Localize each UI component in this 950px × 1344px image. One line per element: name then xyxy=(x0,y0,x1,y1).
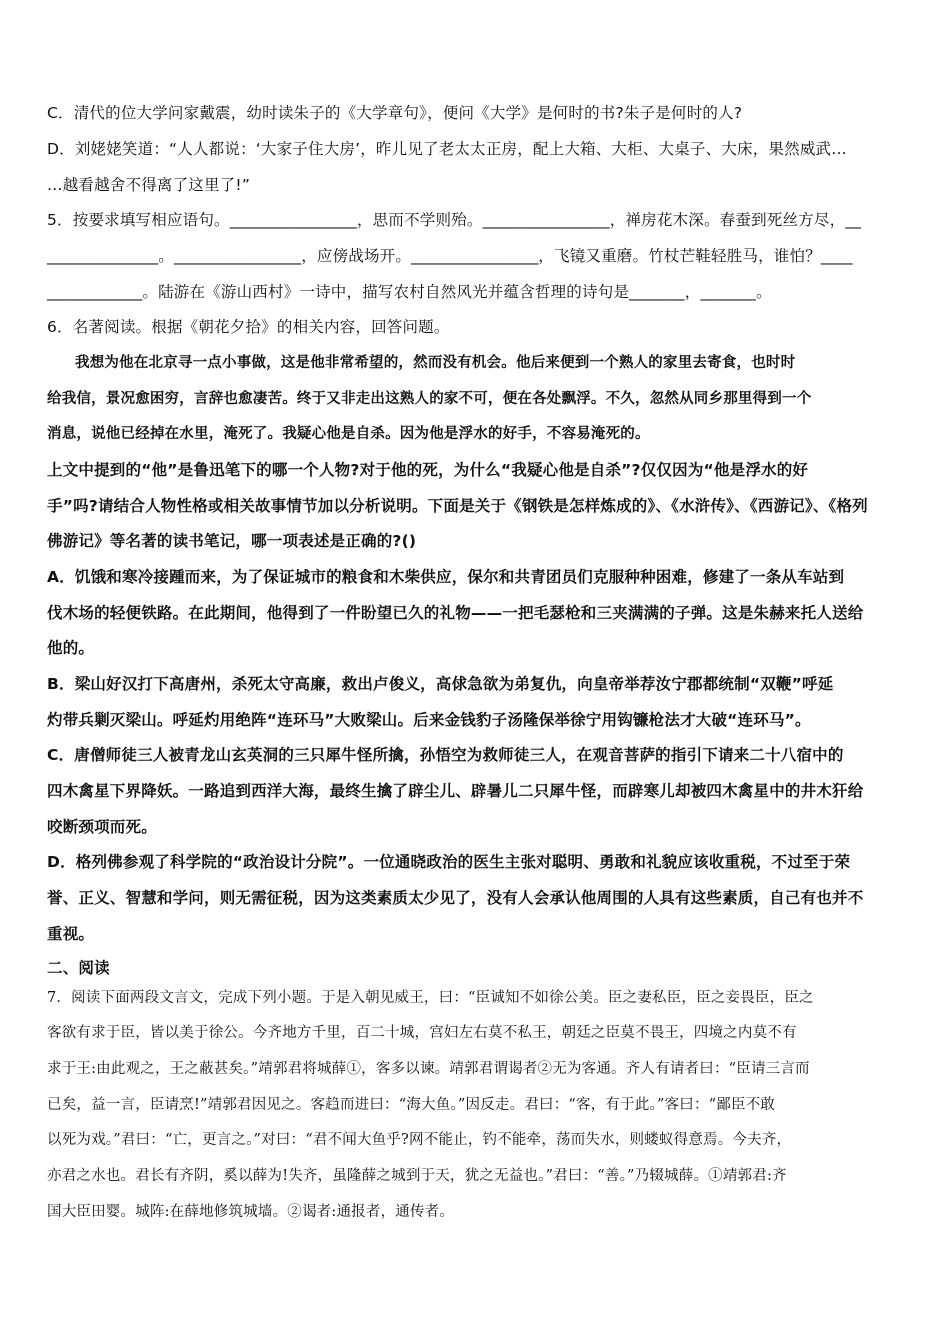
option-d-q6-cont: 誉、正义、智慧和学问，则无需征税，因为这类素质太少见了，没有人会承认他周围的人具有这些素质，自己有也并不 xyxy=(47,889,864,907)
option-b-q6-cont: 灼带兵剿灭梁山。呼延灼用绝阵“连环马”大败梁山。后来金钱豹子汤隆保举徐宁用钩镰枪法才大破“连环马”。 xyxy=(47,711,811,729)
option-b-q6: B．梁山好汉打下高唐州，杀死太守高廉，救出卢俊义，高俅急欲为弟复仇，向皇帝举荐汝宁郡都统制“双鞭”呼延 xyxy=(47,675,834,693)
classical-text-line-6: 亦君之水也。君长有齐阴，奚以薛为!失齐，虽隆薛之城到于天，犹之无益也。”君曰：“善。”乃辍城薛。①靖郭君:齐 xyxy=(47,1168,787,1184)
option-d-q4: D．刘姥姥笑道：“人人都说：‘大家子住大房’，昨儿见了老太太正房，配上大箱、大柜、大桌子、大床，果然威武… xyxy=(47,140,847,158)
option-d-q6: D．格列佛参观了科学院的“政治设计分院”。一位通晓政治的医生主张对聪明、勇敢和礼貌应该收重税，不过至于荣 xyxy=(47,853,851,871)
question-6-prompt-cont: 手”吗?请结合人物性格或相关故事情节加以分析说明。下面是关于《钢铁是怎样炼成的》、《水浒传》、《西游记》、《格列 xyxy=(47,497,868,515)
option-c-q4: C．清代的位大学问家戴震，幼时读朱子的《大学章句》，便问《大学》是何时的书?朱子是何时的人? xyxy=(47,104,743,122)
question-5-cont-1: ______________。________________，应傍战场开。________________，飞镜又重磨。竹杖芒鞋轻胜马，谁怕？____ xyxy=(47,247,853,265)
question-6-prompt: 上文中提到的“他”是鲁迅笔下的哪一个人物?对于他的死，为什么“我疑心他是自杀”?仅仅因为“他是浮水的好 xyxy=(47,461,809,479)
option-c-q6-cont: 四木禽星下界降妖。一路追到西洋大海，最终生擒了辟尘儿、辟暑儿二只犀牛怪，而辟寒儿却被四木禽星中的井木犴给 xyxy=(47,782,864,800)
passage-line-3: 消息，说他已经掉在水里，淹死了。我疑心他是自杀。因为他是浮水的好手，不容易淹死的。 xyxy=(47,425,650,442)
option-c-q6-end: 咬断颈项而死。 xyxy=(47,818,157,836)
option-a-q6-cont: 伐木场的轻便铁路。在此期间，他得到了一件盼望已久的礼物——一把毛瑟枪和三夹满满的子弹。这是朱赫来托人送给 xyxy=(47,604,864,622)
footnotes: 国大臣田婴。城阵:在薛地修筑城墙。②谒者:通报者，通传者。 xyxy=(47,1204,455,1220)
question-6: 6．名著阅读。根据《朝花夕拾》的相关内容，回答问题。 xyxy=(47,318,450,336)
option-a-q6: A．饥饿和寒冷接踵而来，为了保证城市的粮食和木柴供应，保尔和共青团员们克服种种困难，修建了一条从车站到 xyxy=(47,568,845,586)
classical-text-line-4: 已矣，益一言，臣请烹!”靖郭君因见之。客趋而进曰：“海大鱼。”因反走。君曰：“客，有于此。”客曰：“鄙臣不敢 xyxy=(47,1097,776,1113)
classical-text-line-3: 求于王:由此观之，王之蔽甚矣。”靖郭君将城薛①，客多以谏。靖郭君谓谒者②无为客通。齐人有请者曰：“臣请三言而 xyxy=(47,1061,810,1077)
classical-text-line-5: 以死为戏。”君曰：“亡，更言之。”对曰：“君不闻大鱼乎?网不能止，钓不能牵，荡而失水，则蝼蚁得意焉。今夫齐， xyxy=(47,1132,792,1148)
passage-line-2: 给我信，景况愈困穷，言辞也愈凄苦。终于又非走出这熟人的家不可，便在各处飘浮。不久，忽然从同乡那里得到一个 xyxy=(47,390,812,407)
question-7: 7．阅读下面两段文言文，完成下列小题。于是入朝见威王，曰：“臣诚知不如徐公美。臣之妻私臣，臣之妾畏臣，臣之 xyxy=(47,990,814,1006)
passage-line-1: 我想为他在北京寻一点小事做，这是他非常希望的，然而没有机会。他后来便到一个熟人的家里去寄食，也时时 xyxy=(75,354,796,371)
section-heading-reading: 二、阅读 xyxy=(47,959,110,977)
option-d-q6-end: 重视。 xyxy=(47,925,95,943)
question-5-cont-2: ____________。陆游在《游山西村》一诗中，描写农村自然风光并蕴含哲理的诗句是_______，_______。 xyxy=(47,283,772,301)
option-d-q4-cont: …越看越舍不得离了这里了!” xyxy=(47,176,251,194)
question-5: 5．按要求填写相应语句。________________，思而不学则殆。________________，禅房花木深。春蚕到死丝方尽，__ xyxy=(47,211,862,229)
classical-text-line-2: 客欲有求于臣，皆以美于徐公。今齐地方千里，百二十城，宫妇左右莫不私王，朝廷之臣莫不畏王，四境之内莫不有 xyxy=(47,1025,797,1041)
question-6-prompt-end: 佛游记》等名著的读书笔记，哪一项表述是正确的?() xyxy=(47,532,417,550)
option-c-q6: C．唐僧师徒三人被青龙山玄英洞的三只犀牛怪所擒，孙悟空为救师徒三人，在观音菩萨的指引下请来二十八宿中的 xyxy=(47,746,844,764)
option-a-q6-end: 他的。 xyxy=(47,639,95,657)
